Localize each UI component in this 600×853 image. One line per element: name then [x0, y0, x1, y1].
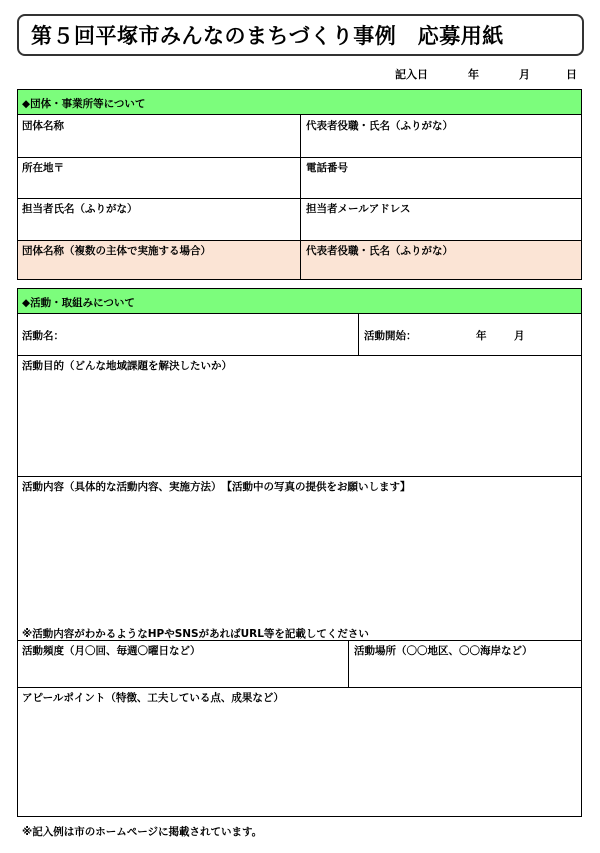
rep-name-field[interactable]: 代表者役職・氏名（ふりがな）	[306, 120, 453, 132]
activity-content-field[interactable]: 活動内容（具体的な活動内容、実施方法） 【活動中の写真の提供をお願いします】	[22, 481, 411, 493]
joint-rep-name-field[interactable]: 代表者役職・氏名（ふりがな）	[306, 245, 453, 257]
footer-note: ※記入例は市のホームページに掲載されています。	[22, 826, 263, 838]
date-label: 記入日	[395, 68, 428, 81]
activity-frequency-field[interactable]: 活動頻度（月〇回、毎週〇曜日など）	[22, 645, 201, 657]
section-activity	[17, 288, 582, 817]
section-organization-header	[18, 90, 581, 115]
activity-start-year: 年	[476, 330, 487, 342]
contact-email-field[interactable]: 担当者メールアドレス	[306, 203, 411, 215]
phone-field[interactable]: 電話番号	[306, 162, 348, 174]
date-month-label: 月	[519, 68, 530, 81]
section-activity-header-text: ◆活動・取組みについて	[22, 297, 135, 309]
activity-start-month: 月	[514, 330, 525, 342]
joint-org-name-field[interactable]: 団体名称（複数の主体で実施する場合）	[22, 245, 211, 257]
title-box	[17, 14, 584, 56]
org-name-field[interactable]: 団体名称	[22, 120, 64, 132]
activity-name-field[interactable]: 活動名：	[22, 330, 64, 342]
section-activity-header	[18, 289, 581, 314]
activity-place-field[interactable]: 活動場所（〇〇地区、〇〇海岸など）	[354, 645, 533, 657]
activity-content-note: ※活動内容がわかるようなHPやSNSがあればURL等を記載してください	[22, 628, 369, 640]
section-organization	[17, 89, 582, 280]
activity-start-label: 活動開始：	[364, 330, 417, 342]
section-organization-header-text: ◆団体・事業所等について	[22, 98, 146, 110]
activity-purpose-field[interactable]: 活動目的（どんな地域課題を解決したいか）	[22, 360, 232, 372]
form-title: 第５回平塚市みんなのまちづくり事例 応募用紙	[31, 24, 504, 48]
date-day-label: 日	[566, 68, 577, 81]
address-field[interactable]: 所在地〒	[22, 162, 64, 174]
appeal-point-field[interactable]: アピールポイント（特徴、工夫している点、成果など）	[22, 692, 284, 704]
date-year-label: 年	[468, 68, 479, 81]
contact-name-field[interactable]: 担当者氏名（ふりがな）	[22, 203, 138, 215]
